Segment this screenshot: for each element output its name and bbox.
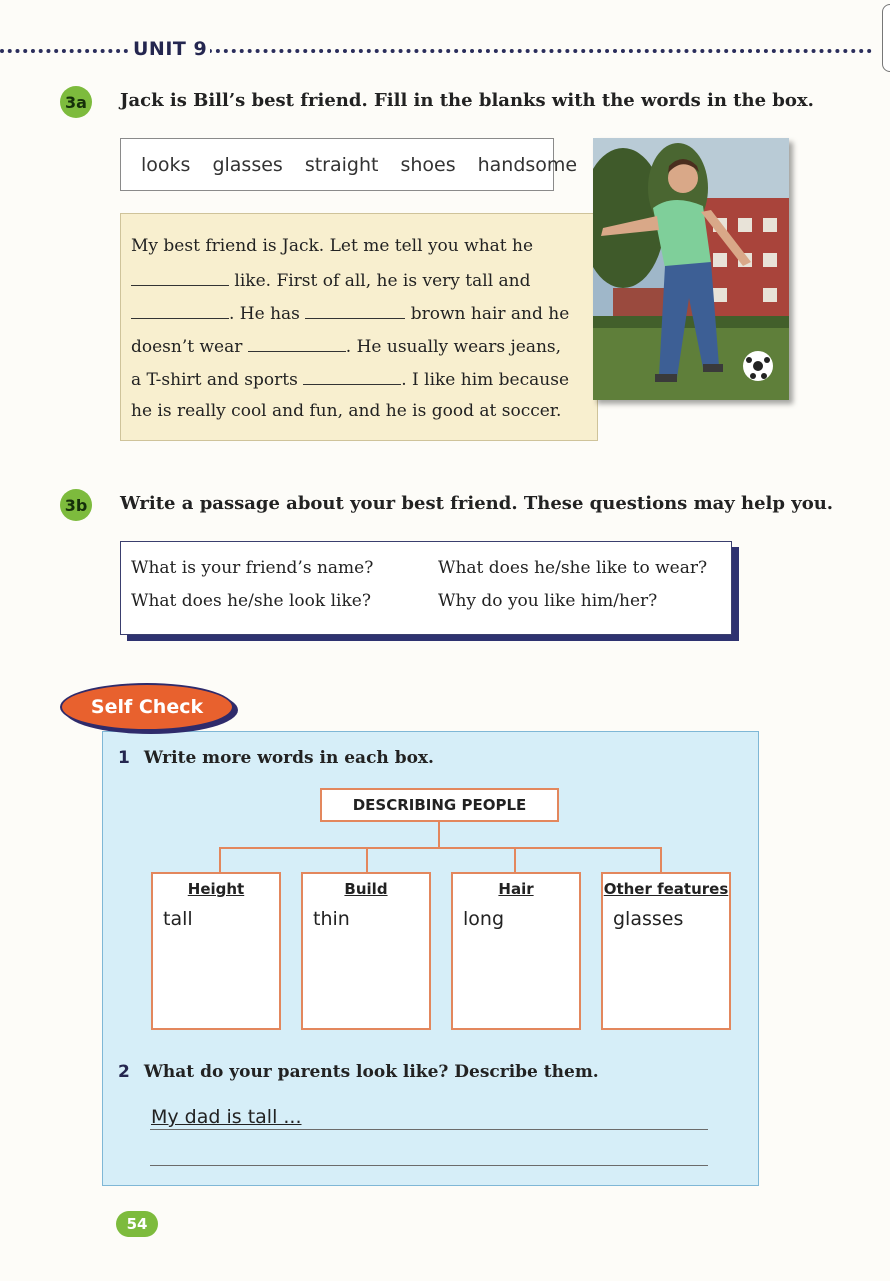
category-heading: Other features — [603, 880, 729, 898]
passage-text: . He has — [229, 304, 300, 324]
fill-blank-3[interactable] — [305, 302, 405, 319]
category-box-height[interactable] — [151, 872, 281, 1030]
connector-line — [660, 847, 662, 873]
connector-line — [366, 847, 368, 873]
section-3a-badge: 3a — [60, 86, 92, 118]
word-box-item: looks — [141, 153, 191, 176]
passage-text: . He usually wears jeans, — [345, 337, 562, 357]
question-item: What does he/she look like? — [131, 591, 371, 611]
photo-illustration — [593, 138, 789, 400]
passage-text: doesn’t wear — [131, 337, 243, 357]
connector-line — [438, 822, 440, 848]
answer-rule-2[interactable] — [150, 1165, 708, 1166]
fill-blank-5[interactable] — [303, 368, 401, 385]
passage-text: like. First of all, he is very tall and — [234, 271, 531, 291]
category-box-other-features[interactable] — [601, 872, 731, 1030]
passage-line — [131, 302, 569, 324]
describing-people-box: DESCRIBING PEOPLE — [320, 788, 559, 822]
word-box-item: glasses — [212, 153, 283, 176]
task-2-number: 2 — [118, 1062, 130, 1082]
passage-line — [131, 335, 561, 357]
section-3a-instruction: Jack is Bill’s best friend. Fill in the blanks with the words in the box. — [120, 90, 814, 111]
category-heading: Hair — [498, 880, 534, 898]
word-box-item: straight — [304, 153, 379, 176]
passage-line — [131, 368, 569, 390]
question-item: What does he/she like to wear? — [438, 558, 708, 578]
question-item: Why do you like him/her? — [438, 591, 658, 611]
passage-line: My best friend is Jack. Let me tell you what he — [131, 236, 534, 256]
fill-blank-1[interactable] — [131, 269, 229, 286]
section-3b-instruction: Write a passage about your best friend. These questions may help you. — [120, 493, 834, 514]
section-3b-badge: 3b — [60, 489, 92, 521]
question-item: What is your friend’s name? — [131, 558, 374, 578]
category-box-hair[interactable] — [451, 872, 581, 1030]
task-1-instruction — [118, 748, 434, 768]
passage-box — [120, 213, 598, 441]
page-number: 54 — [116, 1211, 158, 1237]
word-box-item: shoes — [400, 153, 456, 176]
task-1-number: 1 — [118, 748, 130, 768]
passage-text: a T-shirt and sports — [131, 370, 298, 390]
page-edge-tab — [882, 4, 890, 72]
category-heading: Height — [187, 880, 245, 898]
connector-line — [219, 847, 221, 873]
category-heading: Build — [344, 880, 388, 898]
passage-line — [131, 269, 531, 291]
connector-line — [219, 847, 662, 849]
self-check-badge-wrap — [60, 683, 236, 731]
self-check-title: Self Check — [60, 683, 234, 731]
header-dotted-rule-right — [200, 49, 872, 53]
category-word: long — [463, 908, 505, 930]
answer-rule-1[interactable] — [150, 1129, 708, 1130]
fill-blank-2[interactable] — [131, 302, 229, 319]
task-1-text: Write more words in each box. — [143, 748, 434, 768]
unit-title: UNIT 9 — [130, 38, 210, 60]
answer-text: My dad is tall ... — [151, 1106, 302, 1128]
passage-text: . I like him because — [401, 370, 570, 390]
category-box-build[interactable] — [301, 872, 431, 1030]
answer-line-text[interactable] — [151, 1106, 302, 1128]
passage-line: he is really cool and fun, and he is good at soccer. — [131, 401, 562, 421]
fill-blank-4[interactable] — [248, 335, 346, 352]
questions-box — [120, 541, 732, 635]
connector-line — [514, 847, 516, 873]
soccer-boy-photo — [593, 138, 789, 400]
header-dotted-rule-left — [0, 49, 128, 53]
category-word: glasses — [613, 908, 684, 930]
task-2-instruction — [118, 1062, 599, 1082]
task-2-text: What do your parents look like? Describe them. — [143, 1062, 599, 1082]
category-word: tall — [163, 908, 193, 930]
category-word: thin — [313, 908, 350, 930]
passage-text: brown hair and he — [410, 304, 570, 324]
word-box-item: handsome — [477, 153, 578, 176]
word-box — [120, 138, 578, 191]
